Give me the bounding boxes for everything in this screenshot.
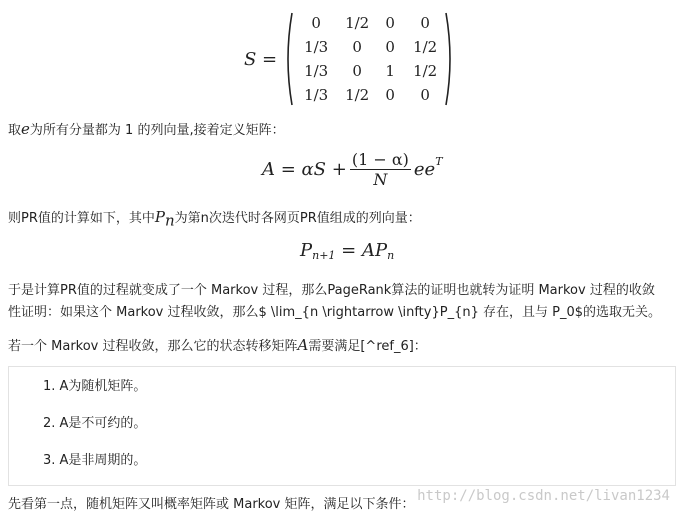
para2-suffix: 为第n次迭代时各网页PR值组成的列向量： (174, 211, 421, 226)
eq-p-rhs-sub: n (387, 249, 395, 262)
paragraph-markov-proof (8, 280, 674, 324)
matrix-cell: 1/3 (304, 86, 329, 104)
list-item: 3. A是非周期的。 (43, 453, 147, 468)
matrix-grid (293, 11, 445, 107)
equation-p (300, 240, 394, 261)
matrix-cell: 1/2 (413, 62, 438, 80)
eq-a-transpose: T (435, 155, 443, 168)
matrix-s-equation (244, 10, 455, 108)
matrix-cell: 0 (385, 86, 395, 104)
para1-prefix: 取 (8, 123, 22, 138)
var-pn: P (154, 208, 165, 226)
eq-a-lhs: A = αS + (262, 159, 347, 180)
matrix-cell: 1/3 (304, 62, 329, 80)
paragraph-pr-compute (8, 206, 421, 232)
list-item: 1. A为随机矩阵。 (43, 379, 147, 394)
matrix-cell: 1/2 (345, 14, 370, 32)
para3-line2: 性证明：如果这个 Markov 过程收敛，那么$ \lim_{n \rightarrow \infty}P_{n} 存在，且与 P_0$的选取无关。 (8, 305, 662, 320)
eq-a-numerator: (1 − α) (351, 150, 409, 169)
paragraph-define-e (8, 118, 285, 142)
para3-line1: 于是计算PR值的过程就变成了一个 Markov 过程，那么PageRank算法的证明也就转为证明 Markov 过程的收敛 (8, 283, 655, 298)
paragraph-conditions-intro (8, 334, 427, 358)
watermark-url: http://blog.csdn.net/livan1234 (417, 488, 670, 504)
matrix-cell: 0 (352, 38, 362, 56)
matrix-cell: 0 (420, 86, 430, 104)
var-pn-sub: n (164, 211, 175, 230)
eq-p-lhs-sub: n+1 (312, 249, 336, 262)
para4-suffix: 需要满足[^ref_6]： (308, 339, 427, 354)
para1-suffix: 为所有分量都为 1 的列向量,接着定义矩阵： (29, 123, 285, 138)
matrix-cell: 0 (385, 14, 395, 32)
matrix-cell: 0 (311, 14, 321, 32)
eq-p-mid: = AP (335, 240, 388, 261)
matrix-cell: 0 (420, 14, 430, 32)
eq-p-lhs: P (300, 240, 313, 261)
right-paren (445, 12, 455, 106)
matrix-cell: 1/3 (304, 38, 329, 56)
matrix-cell: 1/2 (413, 38, 438, 56)
conditions-list (8, 366, 676, 486)
equation-a (262, 150, 443, 189)
paragraph-stochastic-matrix: 先看第一点，随机矩阵又叫概率矩阵或 Markov 矩阵，满足以下条件： (8, 497, 415, 512)
eq-a-denominator: N (373, 170, 388, 189)
matrix-cell: 0 (385, 38, 395, 56)
para4-prefix: 若一个 Markov 过程收敛，那么它的状态转移矩阵 (8, 339, 298, 354)
var-e: e (21, 120, 30, 138)
list-item: 2. A是不可约的。 (43, 416, 147, 431)
para2-prefix: 则PR值的计算如下，其中 (8, 211, 155, 226)
eq-a-tail: ee (413, 159, 436, 180)
matrix-cell: 0 (352, 62, 362, 80)
left-paren (283, 12, 293, 106)
matrix-cell: 1/2 (345, 86, 370, 104)
var-a: A (297, 336, 309, 354)
matrix-lhs: S = (244, 48, 278, 70)
matrix-cell: 1 (385, 62, 395, 80)
eq-a-fraction (350, 150, 411, 189)
